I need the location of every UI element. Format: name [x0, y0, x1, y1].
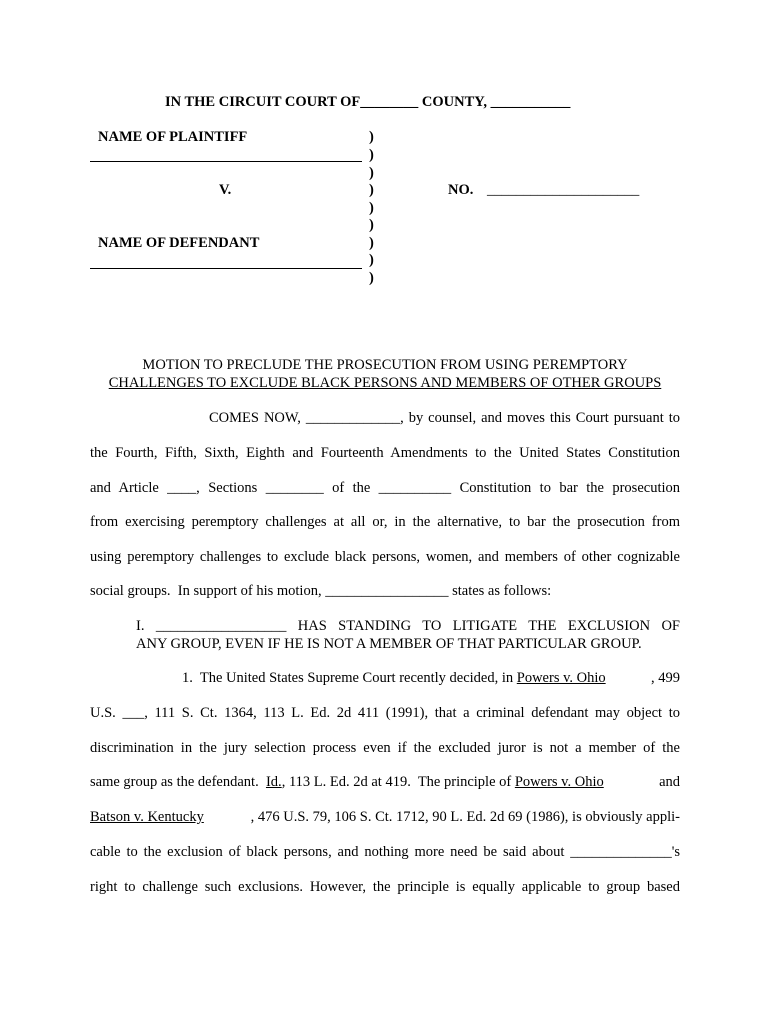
para1-line-1	[182, 670, 680, 687]
court-header: IN THE CIRCUIT COURT OF________ COUNTY, ___________	[165, 94, 571, 110]
defendant-label: NAME OF DEFENDANT	[98, 235, 260, 251]
para1-line-4	[90, 774, 680, 791]
caption-paren: )	[369, 217, 374, 233]
para1-text: and	[655, 774, 680, 790]
plaintiff-label: NAME OF PLAINTIFF	[98, 129, 248, 145]
motion-title-line-2: CHALLENGES TO EXCLUDE BLACK PERSONS AND MEMBERS OF OTHER GROUPS	[108, 375, 662, 391]
section-1-heading-line-2: ANY GROUP, EVEN IF HE IS NOT A MEMBER OF THAT PARTICULAR GROUP.	[136, 636, 642, 652]
caption-paren: )	[369, 252, 374, 268]
caption-paren: )	[369, 147, 374, 163]
para1-line-3: discrimination in the jury selection process even if the excluded juror is not a member of the	[90, 740, 680, 756]
case-citation: Batson v. Kentucky	[90, 809, 204, 825]
motion-title-line-1: MOTION TO PRECLUDE THE PROSECUTION FROM USING PEREMPTORY	[142, 357, 628, 373]
section-1-heading-line-1: I. __________________ HAS STANDING TO LITIGATE THE EXCLUSION OF	[136, 618, 680, 634]
para1-text: , 113 L. Ed. 2d at 419. The principle of	[281, 774, 515, 790]
intro-line-2: the Fourth, Fifth, Sixth, Eighth and Fourteenth Amendments to the United States Constitution	[90, 445, 680, 461]
caption-paren: )	[369, 200, 374, 216]
caption-paren: )	[369, 235, 374, 251]
caption-paren: )	[369, 129, 374, 145]
intro-line-4: from exercising peremptory challenges at all or, in the alternative, to bar the prosecution from	[90, 514, 680, 530]
para1-text: same group as the defendant.	[90, 774, 266, 790]
defendant-signature-line	[90, 268, 362, 269]
case-number-field: _____________________	[487, 182, 640, 198]
case-number-label: NO.	[448, 182, 474, 198]
plaintiff-signature-line	[90, 161, 362, 162]
versus-label: V.	[219, 182, 232, 198]
para1-text: 1. The United States Supreme Court recently decided, in	[182, 670, 517, 686]
intro-line-3: and Article ____, Sections ________ of the __________ Constitution to bar the prosecution	[90, 480, 680, 496]
para1-line-2: U.S. ___, 111 S. Ct. 1364, 113 L. Ed. 2d 411 (1991), that a criminal defendant may object to	[90, 705, 680, 721]
caption-paren: )	[369, 182, 374, 198]
para1-text: , 499	[651, 670, 680, 686]
caption-paren: )	[369, 165, 374, 181]
para1-line-6: cable to the exclusion of black persons, and nothing more need be said about ______________'s	[90, 844, 680, 860]
intro-line-1: COMES NOW, _____________, by counsel, and moves this Court pursuant to	[209, 410, 680, 426]
case-citation: Powers v. Ohio	[516, 670, 606, 686]
intro-line-5: using peremptory challenges to exclude black persons, women, and members of other cognizable	[90, 549, 680, 565]
para1-text: , 476 U.S. 79, 106 S. Ct. 1712, 90 L. Ed. 2d 69 (1986), is obviously appli-	[250, 809, 680, 825]
caption-paren: )	[369, 270, 374, 286]
case-citation: Powers v. Ohio	[514, 774, 604, 790]
para1-line-7: right to challenge such exclusions. However, the principle is equally applicable to group based	[90, 879, 680, 895]
id-citation: Id.	[265, 774, 282, 790]
intro-line-6: social groups. In support of his motion, _________________ states as follows:	[90, 583, 552, 599]
para1-line-5	[90, 809, 680, 826]
